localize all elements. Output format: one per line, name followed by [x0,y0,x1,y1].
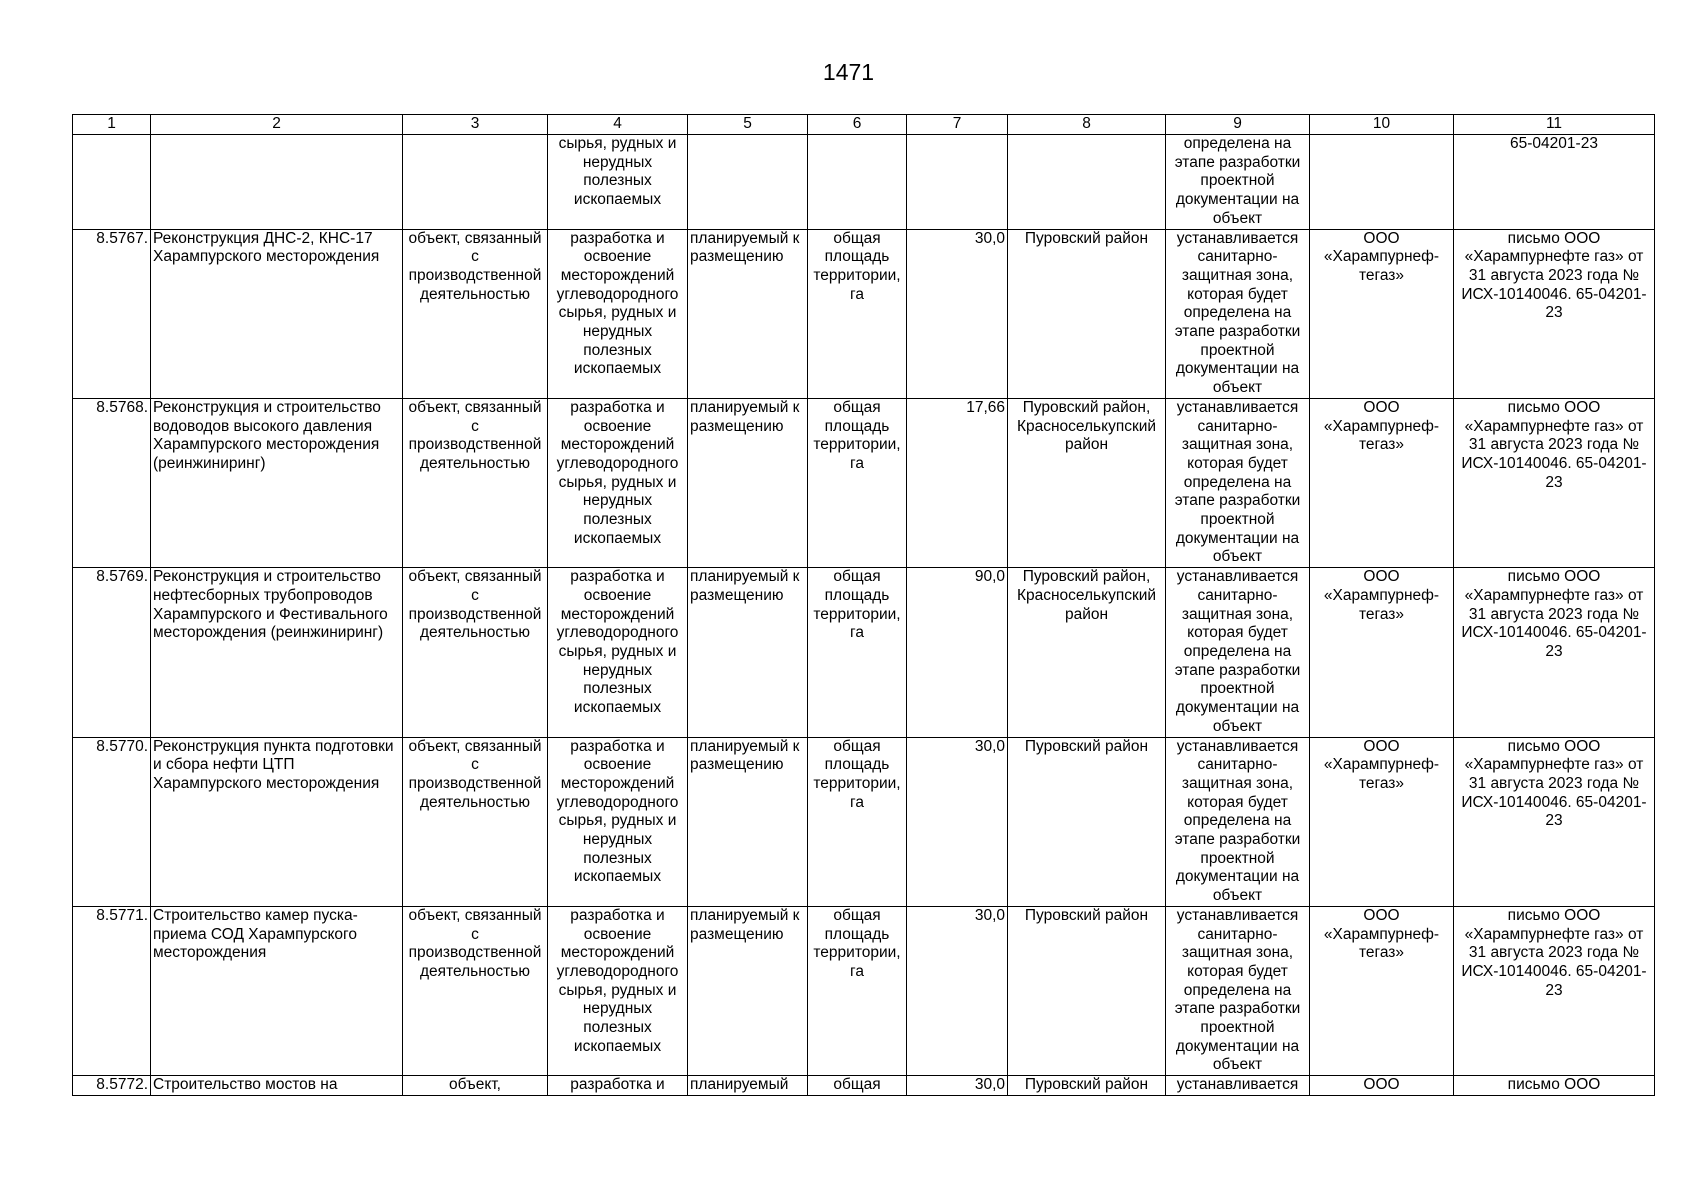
cell-status: планируемый к размещению [688,229,808,398]
cell-location: Пуровский район [1008,1076,1166,1096]
cell-status: планируемый к размещению [688,398,808,567]
cell-purpose: разработка и освоение месторождений углеводородного сырья, рудных и нерудных полезных ископаемых [548,737,688,906]
cell-characteristic: общая [808,1076,907,1096]
table-row-continuation [73,135,1655,230]
column-header-8: 8 [1008,115,1166,135]
cell-characteristic: общая площадь территории, га [808,229,907,398]
cell-location: Пуровский район [1008,229,1166,398]
cell-type: объект, связанный с производственной деятельностью [403,568,548,737]
cell-name [151,135,403,230]
table-row [73,229,1655,398]
document-table [72,114,1655,1096]
cell-value [907,135,1008,230]
cell-purpose: разработка и [548,1076,688,1096]
cell-number: 8.5771. [73,906,151,1075]
cell-name: Строительство камер пуска-приема СОД Харампурского месторождения [151,906,403,1075]
cell-purpose: разработка и освоение месторождений углеводородного сырья, рудных и нерудных полезных ископаемых [548,568,688,737]
table-header-row [73,115,1655,135]
column-header-2: 2 [151,115,403,135]
cell-purpose: сырья, рудных и нерудных полезных ископаемых [548,135,688,230]
cell-location: Пуровский район, Красноселькупский район [1008,568,1166,737]
cell-name: Реконструкция ДНС-2, КНС-17 Харампурского месторождения [151,229,403,398]
cell-status: планируемый к размещению [688,568,808,737]
cell-type: объект, связанный с производственной деятельностью [403,737,548,906]
cell-characteristic: общая площадь территории, га [808,737,907,906]
column-header-10: 10 [1310,115,1454,135]
cell-source: письмо ООО «Харампурнефте газ» от 31 августа 2023 года № ИСХ-10140046. 65-04201-23 [1454,737,1655,906]
cell-status [688,135,808,230]
cell-number: 8.5770. [73,737,151,906]
cell-type: объект, связанный с производственной деятельностью [403,229,548,398]
table-row [73,737,1655,906]
cell-zone: устанавливается санитарно-защитная зона, которая будет определена на этапе разработки проектной документации на объект [1166,229,1310,398]
cell-name: Реконструкция и строительство водоводов высокого давления Харампурского месторождения (реинжиниринг) [151,398,403,567]
cell-name: Реконструкция пункта подготовки и сбора нефти ЦТП Харампурского месторождения [151,737,403,906]
column-header-3: 3 [403,115,548,135]
cell-value: 90,0 [907,568,1008,737]
cell-location: Пуровский район [1008,906,1166,1075]
cell-location [1008,135,1166,230]
cell-organization: ООО «Харампурнеф-тегаз» [1310,906,1454,1075]
column-header-1: 1 [73,115,151,135]
page-number: 1471 [822,59,875,85]
cell-value: 30,0 [907,906,1008,1075]
column-header-7: 7 [907,115,1008,135]
cell-location: Пуровский район, Красноселькупский район [1008,398,1166,567]
cell-value: 30,0 [907,229,1008,398]
cell-organization: ООО «Харампурнеф-тегаз» [1310,229,1454,398]
cell-organization: ООО «Харампурнеф-тегаз» [1310,568,1454,737]
cell-organization [1310,135,1454,230]
cell-characteristic: общая площадь территории, га [808,906,907,1075]
cell-status: планируемый [688,1076,808,1096]
cell-organization: ООО «Харампурнеф-тегаз» [1310,737,1454,906]
cell-number: 8.5768. [73,398,151,567]
cell-source: письмо ООО «Харампурнефте газ» от 31 августа 2023 года № ИСХ-10140046. 65-04201-23 [1454,229,1655,398]
cell-source: письмо ООО «Харампурнефте газ» от 31 августа 2023 года № ИСХ-10140046. 65-04201-23 [1454,568,1655,737]
cell-zone: устанавливается [1166,1076,1310,1096]
cell-zone: устанавливается санитарно-защитная зона, которая будет определена на этапе разработки проектной документации на объект [1166,568,1310,737]
table-row [73,398,1655,567]
cell-purpose: разработка и освоение месторождений углеводородного сырья, рудных и нерудных полезных ископаемых [548,906,688,1075]
cell-number: 8.5772. [73,1076,151,1096]
column-header-6: 6 [808,115,907,135]
cell-value: 17,66 [907,398,1008,567]
table-row-partial [73,1076,1655,1096]
cell-source: письмо ООО «Харампурнефте газ» от 31 августа 2023 года № ИСХ-10140046. 65-04201-23 [1454,906,1655,1075]
cell-value: 30,0 [907,737,1008,906]
cell-name: Реконструкция и строительство нефтесборных трубопроводов Харампурского и Фестивального месторождения (реинжиниринг) [151,568,403,737]
cell-type: объект, связанный с производственной деятельностью [403,906,548,1075]
cell-source: 65-04201-23 [1454,135,1655,230]
column-header-9: 9 [1166,115,1310,135]
cell-number: 8.5769. [73,568,151,737]
cell-zone: определена на этапе разработки проектной документации на объект [1166,135,1310,230]
column-header-5: 5 [688,115,808,135]
cell-value: 30,0 [907,1076,1008,1096]
cell-purpose: разработка и освоение месторождений углеводородного сырья, рудных и нерудных полезных ископаемых [548,229,688,398]
cell-zone: устанавливается санитарно-защитная зона, которая будет определена на этапе разработки проектной документации на объект [1166,737,1310,906]
cell-status: планируемый к размещению [688,737,808,906]
cell-characteristic: общая площадь территории, га [808,568,907,737]
cell-name: Строительство мостов на [151,1076,403,1096]
cell-characteristic: общая площадь территории, га [808,398,907,567]
cell-source: письмо ООО [1454,1076,1655,1096]
cell-zone: устанавливается санитарно-защитная зона, которая будет определена на этапе разработки проектной документации на объект [1166,398,1310,567]
table-row [73,568,1655,737]
column-header-4: 4 [548,115,688,135]
cell-type: объект, связанный с производственной деятельностью [403,398,548,567]
cell-number: 8.5767. [73,229,151,398]
cell-number [73,135,151,230]
cell-type [403,135,548,230]
cell-characteristic [808,135,907,230]
cell-location: Пуровский район [1008,737,1166,906]
cell-source: письмо ООО «Харампурнефте газ» от 31 августа 2023 года № ИСХ-10140046. 65-04201-23 [1454,398,1655,567]
table-row [73,906,1655,1075]
column-header-11: 11 [1454,115,1655,135]
cell-status: планируемый к размещению [688,906,808,1075]
cell-purpose: разработка и освоение месторождений углеводородного сырья, рудных и нерудных полезных ископаемых [548,398,688,567]
cell-type: объект, [403,1076,548,1096]
cell-zone: устанавливается санитарно-защитная зона, которая будет определена на этапе разработки проектной документации на объект [1166,906,1310,1075]
cell-organization: ООО «Харампурнеф-тегаз» [1310,398,1454,567]
cell-organization: ООО [1310,1076,1454,1096]
